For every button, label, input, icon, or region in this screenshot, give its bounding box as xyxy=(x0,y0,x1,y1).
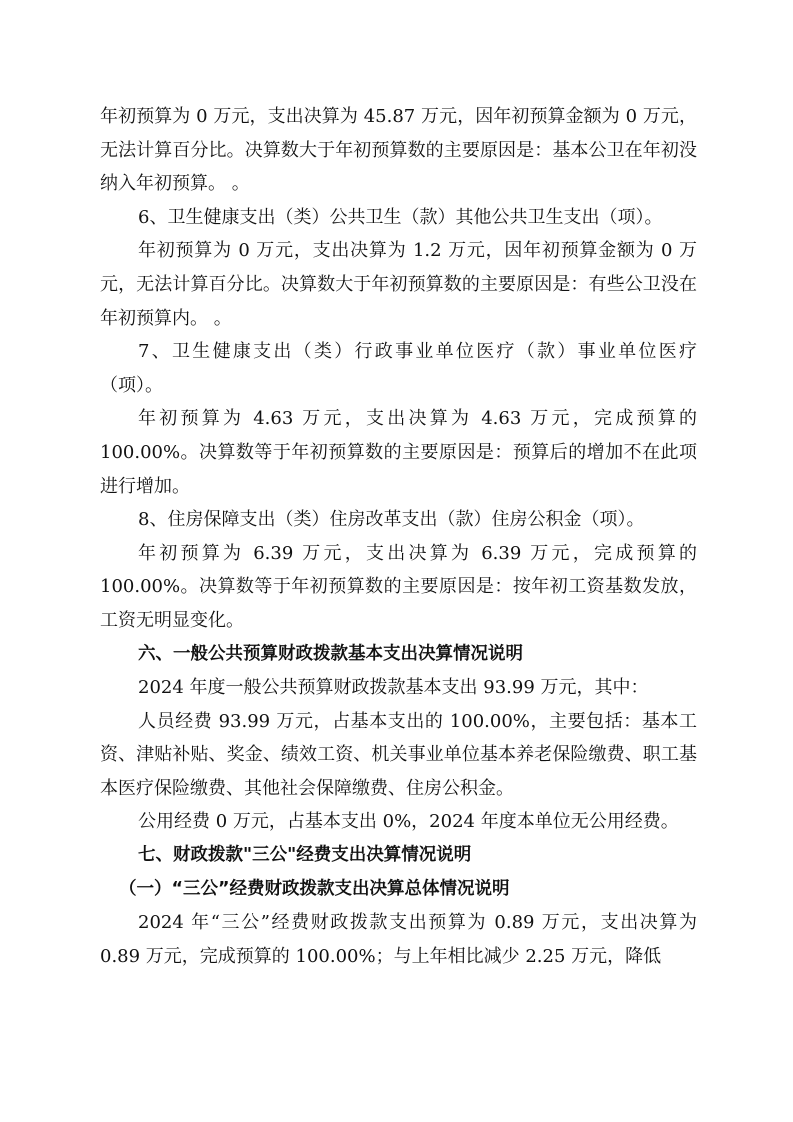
paragraph-budget-public-health-basic: 年初预算为 0 万元，支出决算为 45.87 万元，因年初预算金额为 0 万元，无法计算百分比。决算数大于年初预算数的主要原因是：基本公卫在年初没纳入年初预算。 。 xyxy=(100,106,697,195)
item-6-heading: 6、卫生健康支出（类）公共卫生（款）其他公共卫生支出（项）。 xyxy=(138,206,663,228)
paragraph-basic-expenditure-total: 2024 年度一般公共预算财政拨款基本支出 93.99 万元，其中： xyxy=(138,677,649,699)
paragraph-public-expenses: 公用经费 0 万元，占基本支出 0%，2024 年度本单位无公用经费。 xyxy=(138,811,679,833)
paragraph-personnel-expenses: 人员经费 93.99 万元，占基本支出的 100.00%，主要包括：基本工资、津贴补贴、奖金、绩效工资、机关事业单位基本养老保险缴费、职工基本医疗保险缴费、其他社会保障缴费、住房公积金。 xyxy=(100,710,697,799)
paragraph-item-6-detail: 年初预算为 0 万元，支出决算为 1.2 万元，因年初预算金额为 0 万元，无法计算百分比。决算数大于年初预算数的主要原因是：有些公卫没在年初预算内。 。 xyxy=(100,240,697,329)
item-8-heading: 8、住房保障支出（类）住房改革支出（款）住房公积金（项）。 xyxy=(138,509,645,531)
item-7-heading: 7、卫生健康支出（类）行政事业单位医疗（款）事业单位医疗（项）。 xyxy=(100,341,697,396)
subsection-1-heading: （一）“三公”经费财政拨款支出决算总体情况说明 xyxy=(119,878,510,899)
paragraph-item-8-detail: 年初预算为 6.39 万元，支出决算为 6.39 万元，完成预算的100.00%。决算数等于年初预算数的主要原因是：按年初工资基数发放，工资无明显变化。 xyxy=(100,542,697,631)
paragraph-three-public-overview: 2024 年“三公”经费财政拨款支出预算为 0.89 万元，支出决算为 0.89 万元，完成预算的 100.00%；与上年相比减少 2.25 万元，降低 xyxy=(100,912,697,967)
section-6-heading: 六、一般公共预算财政拨款基本支出决算情况说明 xyxy=(138,643,523,664)
section-7-heading: 七、财政拨款"三公"经费支出决算情况说明 xyxy=(138,845,472,866)
paragraph-item-7-detail: 年初预算为 4.63 万元，支出决算为 4.63 万元，完成预算的100.00%。决算数等于年初预算数的主要原因是：预算后的增加不在此项进行增加。 xyxy=(100,408,697,497)
